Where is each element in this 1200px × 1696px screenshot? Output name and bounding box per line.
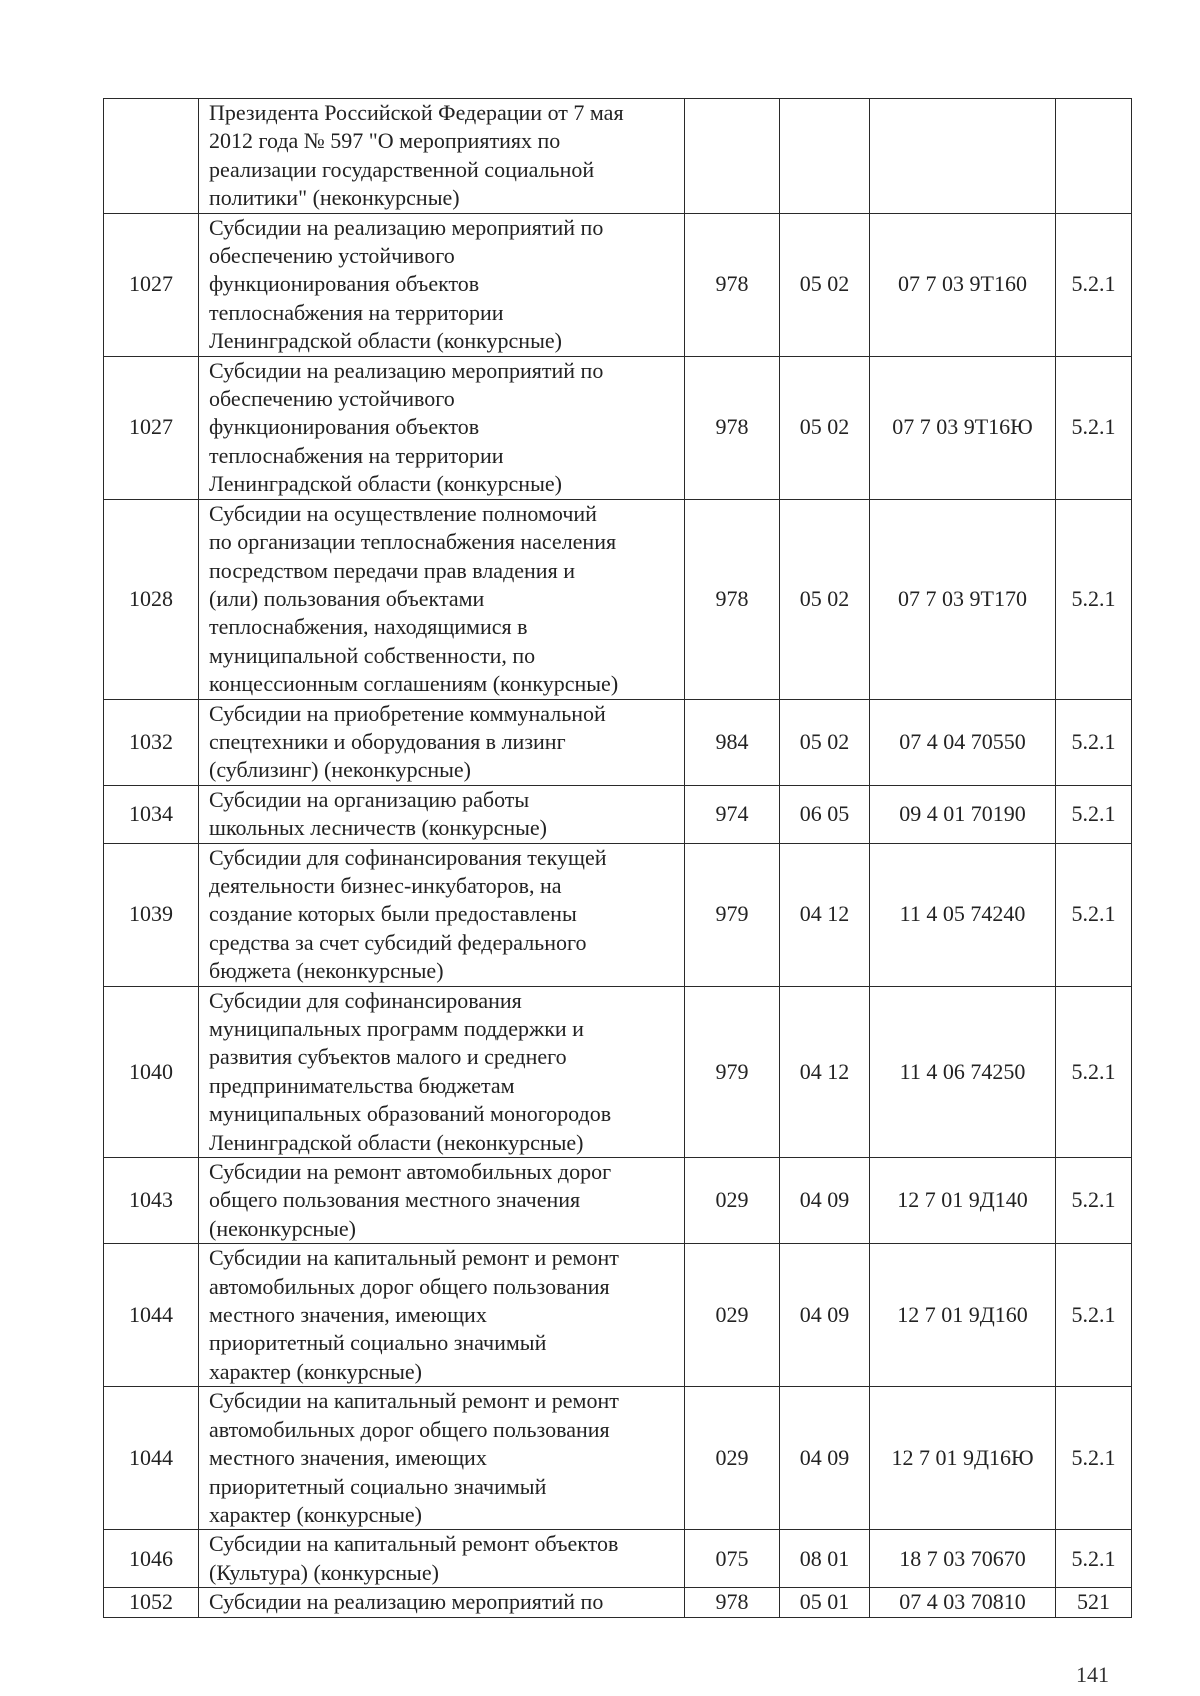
subsidy-name-line: автомобильных дорог общего пользования [209, 1416, 610, 1442]
subsidy-name-cell [199, 1244, 685, 1387]
row-number-cell: 1028 [104, 499, 199, 699]
admin-code-cell: 978 [685, 1588, 780, 1617]
section-code-cell: 05 02 [780, 356, 870, 499]
target-article-cell: 07 4 03 70810 [870, 1588, 1056, 1617]
subsidy-name-line: посредством передачи прав владения и [209, 557, 575, 583]
row-number-cell: 1032 [104, 699, 199, 785]
subsidy-name-line: теплоснабжения, находящимися в [209, 614, 528, 640]
admin-code-cell [685, 99, 780, 214]
subsidy-name-line: автомобильных дорог общего пользования [209, 1273, 610, 1299]
subsidy-name-line: муниципальной собственности, по [209, 642, 536, 668]
row-number-cell: 1039 [104, 843, 199, 986]
subsidy-name-line: функционирования объектов [209, 414, 480, 440]
table-row [104, 213, 1132, 356]
subsidy-name-line: Субсидии для софинансирования [209, 987, 522, 1013]
row-number-cell: 1046 [104, 1530, 199, 1588]
type-code-cell: 5.2.1 [1056, 699, 1132, 785]
subsidy-name-cell [199, 1530, 685, 1588]
subsidy-name-line: деятельности бизнес-инкубаторов, на [209, 872, 562, 898]
section-code-cell: 04 09 [780, 1244, 870, 1387]
type-code-cell: 521 [1056, 1588, 1132, 1617]
subsidy-name-cell [199, 1387, 685, 1530]
admin-code-cell: 978 [685, 213, 780, 356]
section-code-cell: 04 09 [780, 1158, 870, 1244]
subsidy-name-line: приоритетный социально значимый [209, 1473, 547, 1499]
row-number-cell [104, 99, 199, 214]
table-body [104, 99, 1132, 1618]
table-row [104, 1588, 1132, 1617]
type-code-cell: 5.2.1 [1056, 356, 1132, 499]
section-code-cell: 05 02 [780, 213, 870, 356]
section-code-cell: 05 02 [780, 499, 870, 699]
type-code-cell: 5.2.1 [1056, 1387, 1132, 1530]
subsidy-name-line: Ленинградской области (неконкурсные) [209, 1129, 584, 1155]
subsidy-name-line: характер (конкурсные) [209, 1358, 422, 1384]
subsidy-name-line: 2012 года № 597 "О мероприятиях по [209, 128, 561, 154]
subsidy-name-line: спецтехники и оборудования в лизинг [209, 728, 566, 754]
admin-code-cell: 978 [685, 356, 780, 499]
subsidy-name-line: по организации теплоснабжения населения [209, 529, 617, 555]
subsidy-name-cell [199, 356, 685, 499]
subsidy-name-line: Субсидии на капитальный ремонт и ремонт [209, 1388, 619, 1414]
subsidy-name-line: бюджета (неконкурсные) [209, 958, 444, 984]
section-code-cell: 05 02 [780, 699, 870, 785]
table-row [104, 1387, 1132, 1530]
subsidy-name-cell [199, 843, 685, 986]
table-row [104, 1530, 1132, 1588]
subsidy-name-line: муниципальных образований моногородов [209, 1101, 612, 1127]
subsidy-name-line: общего пользования местного значения [209, 1187, 581, 1213]
subsidy-name-line: обеспечению устойчивого [209, 386, 455, 412]
subsidy-name-line: местного значения, имеющих [209, 1302, 487, 1328]
subsidy-name-line: Субсидии на ремонт автомобильных дорог [209, 1159, 612, 1185]
table-row [104, 699, 1132, 785]
target-article-cell: 07 7 03 9Т170 [870, 499, 1056, 699]
subsidy-name-line: Субсидии на приобретение коммунальной [209, 700, 606, 726]
target-article-cell [870, 99, 1056, 214]
type-code-cell: 5.2.1 [1056, 1530, 1132, 1588]
subsidy-name-line: теплоснабжения на территории [209, 442, 504, 468]
page-number: 141 [1076, 1662, 1109, 1687]
target-article-cell: 18 7 03 70670 [870, 1530, 1056, 1588]
row-number-cell: 1043 [104, 1158, 199, 1244]
subsidy-name-line: развития субъектов малого и среднего [209, 1044, 567, 1070]
section-code-cell: 04 12 [780, 986, 870, 1157]
subsidy-name-line: приоритетный социально значимый [209, 1330, 547, 1356]
admin-code-cell: 075 [685, 1530, 780, 1588]
subsidy-name-cell [199, 499, 685, 699]
subsidy-name-cell [199, 1588, 685, 1617]
table-row [104, 986, 1132, 1157]
target-article-cell: 12 7 01 9Д16Ю [870, 1387, 1056, 1530]
subsidy-name-line: создание которых были предоставлены [209, 901, 577, 927]
subsidy-name-cell [199, 986, 685, 1157]
subsidy-name-cell [199, 213, 685, 356]
section-code-cell [780, 99, 870, 214]
table-row [104, 356, 1132, 499]
type-code-cell: 5.2.1 [1056, 499, 1132, 699]
subsidy-name-line: Субсидии на капитальный ремонт и ремонт [209, 1245, 619, 1271]
table-row [104, 1158, 1132, 1244]
section-code-cell: 04 09 [780, 1387, 870, 1530]
admin-code-cell: 984 [685, 699, 780, 785]
subsidy-name-line: местного значения, имеющих [209, 1445, 487, 1471]
subsidy-name-line: Ленинградской области (конкурсные) [209, 328, 562, 354]
section-code-cell: 04 12 [780, 843, 870, 986]
subsidy-name-line: теплоснабжения на территории [209, 299, 504, 325]
section-code-cell: 06 05 [780, 785, 870, 843]
subsidy-name-line: Субсидии на осуществление полномочий [209, 500, 597, 526]
row-number-cell: 1040 [104, 986, 199, 1157]
subsidy-name-line: средства за счет субсидий федерального [209, 929, 587, 955]
admin-code-cell: 029 [685, 1158, 780, 1244]
subsidy-name-line: (сублизинг) (неконкурсные) [209, 757, 471, 783]
subsidy-name-line: (или) пользования объектами [209, 585, 485, 611]
subsidy-name-line: концессионным соглашениям (конкурсные) [209, 671, 619, 697]
type-code-cell: 5.2.1 [1056, 213, 1132, 356]
subsidy-name-line: Президента Российской Федерации от 7 мая [209, 100, 624, 125]
subsidy-name-line: Субсидии на реализацию мероприятий по [209, 357, 604, 383]
table-row [104, 785, 1132, 843]
type-code-cell: 5.2.1 [1056, 986, 1132, 1157]
subsidy-name-line: политики" (неконкурсные) [209, 185, 460, 211]
subsidy-name-line: реализации государственной социальной [209, 156, 595, 182]
subsidy-name-line: Субсидии на организацию работы [209, 786, 530, 812]
target-article-cell: 11 4 05 74240 [870, 843, 1056, 986]
subsidy-name-line: функционирования объектов [209, 271, 480, 297]
admin-code-cell: 979 [685, 843, 780, 986]
target-article-cell: 07 7 03 9Т160 [870, 213, 1056, 356]
subsidy-name-line: (неконкурсные) [209, 1215, 356, 1241]
table-row [104, 99, 1132, 214]
subsidy-name-cell [199, 785, 685, 843]
type-code-cell [1056, 99, 1132, 214]
target-article-cell: 07 7 03 9Т16Ю [870, 356, 1056, 499]
subsidy-name-line: Субсидии на капитальный ремонт объектов [209, 1531, 619, 1557]
subsidy-name-line: (Культура) (конкурсные) [209, 1559, 439, 1585]
subsidy-name-line: Субсидии на реализацию мероприятий по [209, 1589, 604, 1615]
section-code-cell: 05 01 [780, 1588, 870, 1617]
subsidy-name-line: муниципальных программ поддержки и [209, 1016, 584, 1041]
table-row [104, 843, 1132, 986]
target-article-cell: 09 4 01 70190 [870, 785, 1056, 843]
subsidy-name-cell [199, 99, 685, 214]
admin-code-cell: 029 [685, 1244, 780, 1387]
subsidy-name-line: предпринимательства бюджетам [209, 1072, 515, 1098]
subsidy-name-line: Субсидии для софинансирования текущей [209, 844, 607, 870]
subsidy-name-cell [199, 1158, 685, 1244]
row-number-cell: 1027 [104, 213, 199, 356]
admin-code-cell: 978 [685, 499, 780, 699]
row-number-cell: 1052 [104, 1588, 199, 1617]
row-number-cell: 1034 [104, 785, 199, 843]
target-article-cell: 12 7 01 9Д160 [870, 1244, 1056, 1387]
row-number-cell: 1044 [104, 1244, 199, 1387]
admin-code-cell: 029 [685, 1387, 780, 1530]
subsidies-table [103, 98, 1132, 1618]
row-number-cell: 1027 [104, 356, 199, 499]
section-code-cell: 08 01 [780, 1530, 870, 1588]
table-row [104, 499, 1132, 699]
subsidy-name-line: Ленинградской области (конкурсные) [209, 471, 562, 497]
target-article-cell: 12 7 01 9Д140 [870, 1158, 1056, 1244]
type-code-cell: 5.2.1 [1056, 1158, 1132, 1244]
type-code-cell: 5.2.1 [1056, 785, 1132, 843]
subsidy-name-line: характер (конкурсные) [209, 1501, 422, 1527]
type-code-cell: 5.2.1 [1056, 843, 1132, 986]
target-article-cell: 07 4 04 70550 [870, 699, 1056, 785]
subsidy-name-line: Субсидии на реализацию мероприятий по [209, 214, 604, 240]
subsidy-name-cell [199, 699, 685, 785]
admin-code-cell: 974 [685, 785, 780, 843]
admin-code-cell: 979 [685, 986, 780, 1157]
row-number-cell: 1044 [104, 1387, 199, 1530]
table-row [104, 1244, 1132, 1387]
subsidy-name-line: обеспечению устойчивого [209, 243, 455, 269]
subsidy-name-line: школьных лесничеств (конкурсные) [209, 815, 547, 841]
target-article-cell: 11 4 06 74250 [870, 986, 1056, 1157]
type-code-cell: 5.2.1 [1056, 1244, 1132, 1387]
